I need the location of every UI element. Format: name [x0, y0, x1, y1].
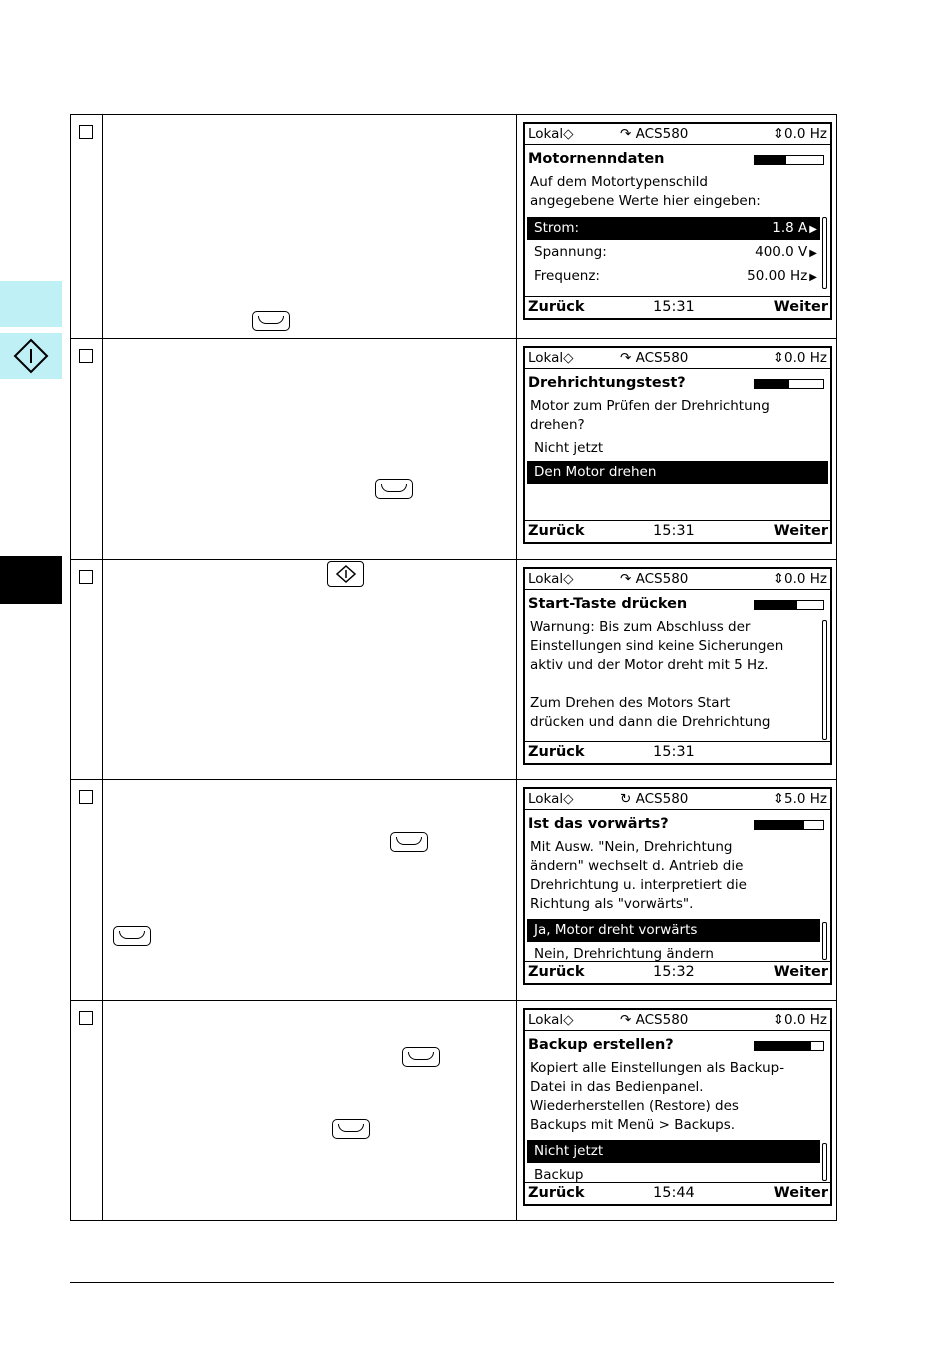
- status-device: ACS580: [635, 790, 689, 807]
- arrow-right-icon: ▶: [809, 271, 817, 283]
- panel-time: 15:31: [653, 299, 695, 315]
- panel-title: Motornenndaten: [528, 151, 665, 167]
- panel-screen: [523, 567, 832, 765]
- step-row: [71, 560, 837, 780]
- panel-footer: [525, 296, 830, 318]
- back-softkey[interactable]: Zurück: [528, 744, 585, 760]
- status-freq: 0.0 Hz: [784, 125, 827, 142]
- progress-bar: [754, 155, 824, 165]
- panel-status-bar: [525, 1010, 830, 1031]
- panel-text: Auf dem Motortypenschild angegebene Werte hier eingeben:: [530, 174, 761, 209]
- start-diamond-icon: [335, 565, 357, 583]
- status-location: Lokal: [528, 790, 564, 807]
- list-item[interactable]: Backup: [534, 1167, 584, 1182]
- next-softkey[interactable]: Weiter: [773, 523, 828, 539]
- status-device: ACS580: [635, 570, 689, 587]
- back-softkey[interactable]: Zurück: [528, 964, 585, 980]
- softkey-icon: [332, 1119, 370, 1139]
- panel-footer: [525, 520, 830, 542]
- section-tab-active: [0, 556, 62, 604]
- panel-status-bar: [525, 348, 830, 369]
- back-softkey[interactable]: Zurück: [528, 299, 585, 315]
- status-device: ACS580: [635, 1011, 689, 1028]
- rotation-cw-icon: ↷: [620, 349, 632, 366]
- step-row: [71, 1001, 837, 1221]
- arrow-right-icon: ▶: [809, 247, 817, 259]
- step-checkbox[interactable]: [79, 125, 93, 139]
- panel-screen: [523, 346, 832, 544]
- steps-table: [70, 114, 837, 1221]
- step-checkbox[interactable]: [79, 570, 93, 584]
- next-softkey[interactable]: Weiter: [773, 299, 828, 315]
- status-freq: 0.0 Hz: [784, 570, 827, 587]
- status-location: Lokal: [528, 125, 564, 142]
- arrow-right-icon: ▶: [809, 223, 817, 235]
- panel-title: Start-Taste drücken: [528, 596, 688, 612]
- rotation-cw-icon: ↷: [620, 125, 632, 142]
- rotation-cw-icon: ↷: [620, 1011, 632, 1028]
- status-freq: 5.0 Hz: [784, 790, 827, 807]
- list-item[interactable]: Ja, Motor dreht vorwärts: [527, 919, 820, 942]
- status-location: Lokal: [528, 1011, 564, 1028]
- back-softkey[interactable]: Zurück: [528, 1185, 585, 1201]
- panel-title: Backup erstellen?: [528, 1037, 674, 1053]
- list-item[interactable]: Frequenz: 50.00 Hz ▶: [534, 267, 817, 284]
- scrollbar[interactable]: [822, 620, 827, 740]
- up-down-arrows-icon: ⇕: [772, 790, 784, 807]
- softkey-icon: [252, 311, 290, 331]
- scrollbar[interactable]: [822, 1143, 827, 1181]
- section-tab-start-icon: [0, 333, 62, 379]
- panel-status-bar: [525, 124, 830, 145]
- list-item[interactable]: Den Motor drehen: [527, 461, 828, 484]
- list-item[interactable]: Nicht jetzt: [527, 1140, 820, 1163]
- status-freq: 0.0 Hz: [784, 1011, 827, 1028]
- panel-time: 15:31: [653, 744, 695, 760]
- up-down-arrows-icon: ⇕: [772, 125, 784, 142]
- panel-title: Ist das vorwärts?: [528, 816, 669, 832]
- status-device: ACS580: [635, 125, 689, 142]
- rotation-cw-icon: ↷: [620, 570, 632, 587]
- next-softkey[interactable]: Weiter: [773, 1185, 828, 1201]
- up-down-arrows-icon: ⇕: [772, 349, 784, 366]
- panel-text: Mit Ausw. "Nein, Drehrichtung ändern" wechselt d. Antrieb die Drehrichtung u. interpretiert die Richtung als "vorwärts".: [530, 839, 747, 912]
- panel-status-bar: [525, 569, 830, 590]
- next-softkey[interactable]: Weiter: [773, 964, 828, 980]
- status-location: Lokal: [528, 349, 564, 366]
- scrollbar[interactable]: [822, 922, 827, 960]
- list-item[interactable]: Nicht jetzt: [534, 440, 604, 456]
- status-freq: 0.0 Hz: [784, 349, 827, 366]
- softkey-icon: [402, 1047, 440, 1067]
- list-item[interactable]: Nein, Drehrichtung ändern: [534, 946, 714, 961]
- step-checkbox[interactable]: [79, 349, 93, 363]
- progress-bar: [754, 600, 824, 610]
- panel-screen: [523, 787, 832, 985]
- local-diamond-icon: ◇: [563, 125, 574, 142]
- footer-rule: [70, 1282, 834, 1283]
- panel-text: Warnung: Bis zum Abschluss der Einstellungen sind keine Sicherungen aktiv und der Motor dreht mit 5 Hz. Zum Drehen des Motors Start drücken und dann die Drehrichtung: [530, 619, 784, 730]
- step-row: [71, 780, 837, 1001]
- start-key-icon: [327, 561, 364, 587]
- list-item[interactable]: Spannung: 400.0 V ▶: [534, 243, 817, 260]
- back-softkey[interactable]: Zurück: [528, 523, 585, 539]
- panel-screen: [523, 122, 832, 320]
- step-row: [71, 115, 837, 339]
- local-diamond-icon: ◇: [563, 570, 574, 587]
- panel-footer: [525, 1182, 830, 1204]
- panel-screen: [523, 1008, 832, 1206]
- panel-text: Kopiert alle Einstellungen als Backup- Datei in das Bedienpanel. Wiederherstellen (Restore) des Backups mit Menü > Backups.: [530, 1060, 785, 1133]
- up-down-arrows-icon: ⇕: [772, 570, 784, 587]
- list-item[interactable]: Strom: 1.8 A ▶: [527, 217, 820, 240]
- panel-footer: [525, 741, 830, 763]
- panel-footer: [525, 961, 830, 983]
- panel-title: Drehrichtungstest?: [528, 375, 686, 391]
- progress-bar: [754, 820, 824, 830]
- panel-text: Motor zum Prüfen der Drehrichtung drehen?: [530, 398, 770, 433]
- up-down-arrows-icon: ⇕: [772, 1011, 784, 1028]
- local-diamond-icon: ◇: [563, 1011, 574, 1028]
- softkey-icon: [375, 479, 413, 499]
- local-diamond-icon: ◇: [563, 349, 574, 366]
- step-checkbox[interactable]: [79, 790, 93, 804]
- start-diamond-icon: [11, 336, 51, 376]
- step-checkbox[interactable]: [79, 1011, 93, 1025]
- softkey-icon: [390, 832, 428, 852]
- status-device: ACS580: [635, 349, 689, 366]
- rotation-running-icon: ↻: [620, 790, 632, 807]
- panel-time: 15:31: [653, 523, 695, 539]
- panel-time: 15:32: [653, 964, 695, 980]
- step-row: [71, 339, 837, 560]
- panel-time: 15:44: [653, 1185, 695, 1201]
- scrollbar[interactable]: [822, 217, 827, 289]
- status-location: Lokal: [528, 570, 564, 587]
- section-tab-light: [0, 281, 62, 327]
- softkey-icon: [113, 926, 151, 946]
- progress-bar: [754, 1041, 824, 1051]
- panel-status-bar: [525, 789, 830, 810]
- progress-bar: [754, 379, 824, 389]
- local-diamond-icon: ◇: [563, 790, 574, 807]
